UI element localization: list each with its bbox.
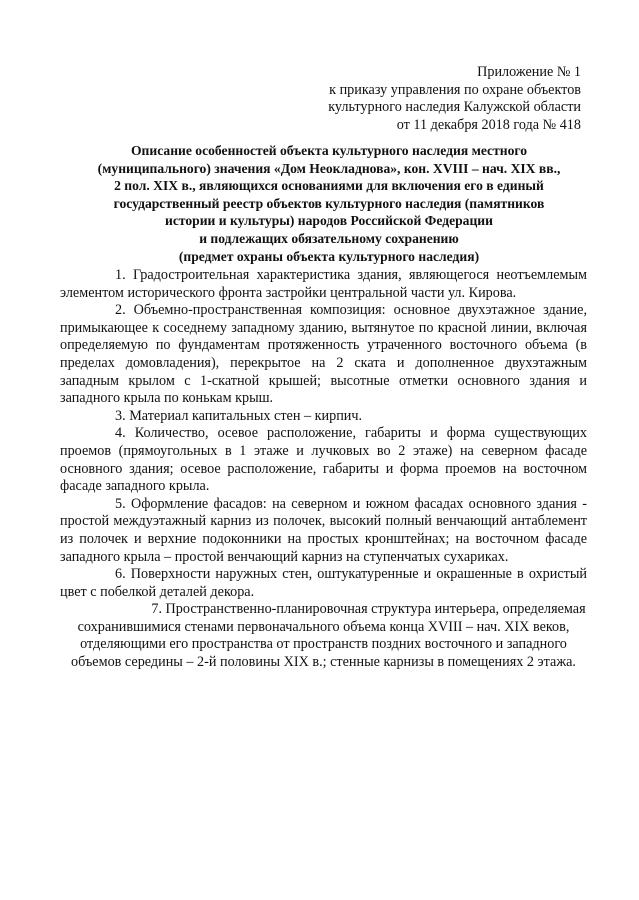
paragraph-6: 6. Поверхности наружных стен, оштукатуренные и окрашенные в охристый цвет с побелкой деталей декора. bbox=[60, 566, 587, 600]
paragraph-4: 4. Количество, осевое расположение, габариты и форма существующих проемов (прямоугольных в 1 этаже и лучковых во 2 этаже) на северном фасаде основного здания; осевое расположение, габариты и форма проемов на восточном фасаде западного крыла. bbox=[60, 425, 587, 495]
title-line: Описание особенностей объекта культурного наследия местного bbox=[130, 143, 528, 158]
paragraph-7-line: объемов середины – 2-й половины XIX в.; стенные карнизы в помещениях 2 этажа. bbox=[71, 654, 576, 671]
paragraph-7-line: 7. Пространственно-планировочная структура интерьера, определяемая bbox=[151, 601, 586, 618]
appendix-line: Приложение № 1 bbox=[477, 64, 581, 80]
title-line: (муниципального) значения «Дом Неокладнова», кон. XVIII – нач. XIX вв., bbox=[97, 160, 561, 176]
document-title bbox=[60, 142, 598, 265]
title-line: государственный реестр объектов культурного наследия (памятников bbox=[113, 195, 545, 211]
paragraph-7-line: сохранившимися стенами первоначального объема конца XVIII – нач. XIX веков, bbox=[77, 618, 570, 635]
paragraph-7-line: отделяющими его пространства от пространств поздних восточного и западного bbox=[80, 636, 567, 653]
paragraph-1: 1. Градостроительная характеристика здания, являющегося неотъемлемым элементом исторического фронта застройки центральной части ул. Кирова. bbox=[60, 267, 587, 301]
appendix-line: культурного наследия Калужской области bbox=[328, 99, 581, 116]
paragraph-5: 5. Оформление фасадов: на северном и южном фасадах основного здания - простой междуэтажный карниз из полочек, высокий полный венчающий антаблемент из полочек и верхние подоконники на простых кронштейнах; на восточном фасаде западного крыла – простой венчающий карниз на ступенчатых сухариках. bbox=[60, 495, 587, 565]
appendix-line: от 11 декабря 2018 года № 418 bbox=[396, 116, 581, 133]
paragraph-3: 3. Материал капитальных стен – кирпич. bbox=[115, 407, 363, 424]
paragraph-7 bbox=[60, 601, 587, 671]
paragraph-2: 2. Объемно-пространственная композиция: основное двухэтажное здание, примыкающее к соседнему западному зданию, вытянутое по красной линии, включая определяемую по фундаментам протяженность утраченного восточного объема (в пределах домовладения), перекрытое на 2 ската и дополненное двухэтажным западным крылом с 1-скатной крышей; высотные отметки основного здания и западного крыла по конькам крыш. bbox=[60, 302, 587, 407]
appendix-header bbox=[251, 64, 581, 134]
title-line: (предмет охраны объекта культурного наследия) bbox=[178, 248, 480, 264]
title-line: истории и культуры) народов Российской Федерации bbox=[165, 213, 493, 229]
document-body bbox=[60, 267, 587, 672]
appendix-line: к приказу управления по охране объектов bbox=[329, 81, 581, 98]
title-line: 2 пол. XIX в., являющихся основаниями для включения его в единый bbox=[114, 178, 544, 194]
title-line: и подлежащих обязательному сохранению bbox=[199, 230, 459, 246]
